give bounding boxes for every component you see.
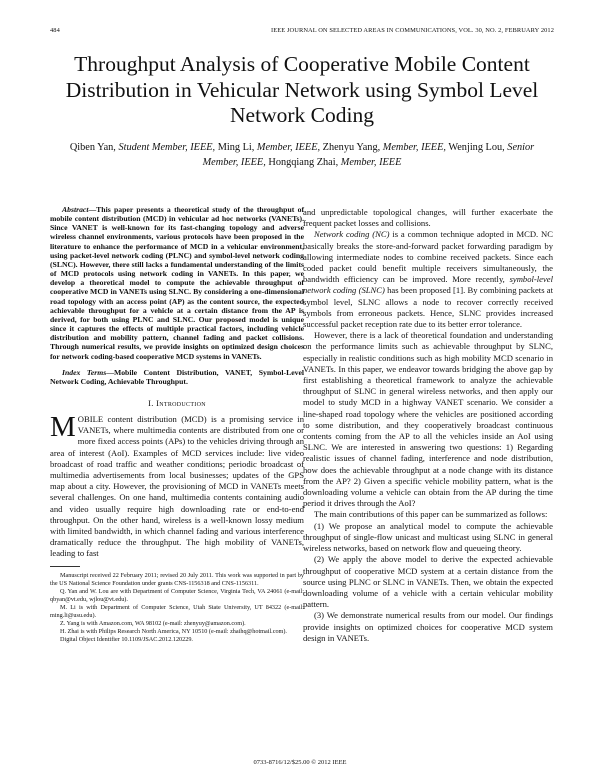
drop-cap: M [50, 410, 76, 443]
body-paragraph: However, there is a lack of theoretical foundation and understanding on the performance limits such as achievable throughput by SLNC, especially in realistic conditions such as high mobility MCD scenario in VANETs. In this paper, we endeavor towards bridging the above gap by first establishing a theoretical framework to analyze the achievable throughput of SLNC in general wireless networks, and then apply our model to study MCD in a highway VANET scenario. We consider a line-shaped road topology where the vehicles are positioned according to some distribution, and they cooperatively broadcast continuous contents coming from the AP to all the vehicles inside an AoI using SLNC. We are interested in answering two questions: 1) Regarding realistic issues of channel fading, interference and node distribution, how does the achievable throughput at a node change with its distance from the AP? 2) Given a specific vehicle mobility pattern, what is the downloading volume a vehicle can obtain from the AP during the time period it drives through the AoI? [303, 330, 553, 509]
footnote: H. Zhai is with Philips Research North America, NY 10510 (e-mail: zhaihq@hotmail.com). [60, 627, 287, 635]
right-column [303, 207, 553, 644]
footnote-divider [50, 566, 80, 567]
page-number: 484 [50, 27, 60, 34]
abstract-text: —This paper presents a theoretical study of the throughput of mobile content distribution (MCD) in vehicular ad hoc networks (VANETs). Since VANET is well-known for its fast-changing topology and adverse wireless channel environments, various protocols have been proposed in the literature to enhance the performance of MCD in a vehicular environment, using packet-level network coding (PLNC) and symbol-level network coding (SLNC). However, there still lacks a fundamental understanding of the limits of MCD protocols using network coding in VANETs. In this paper, we develop a theoretical model to compute the achievable throughput of cooperative MCD in VANETs using SLNC. By considering a one-dimensional road topology with an access point (AP) as the content source, the expected achievable throughput for a vehicle at a certain distance from the AP is derived, for both using PLNC and SLNC. Our proposed model is unique since it captures the effects of multiple practical factors, including vehicle distribution and mobility pattern, channel fading and packet collisions. Through numerical results, we provide insights on optimized design choices for network coding-based cooperative MCD systems in VANETs. [50, 205, 304, 361]
footnote: Digital Object Identifier 10.1109/JSAC.2012.120229. [60, 635, 193, 643]
paper-title: Throughput Analysis of Cooperative Mobile Content Distribution in Vehicular Network using Symbol Level Network Coding [65, 52, 539, 127]
first-word: OBILE [77, 413, 104, 424]
intro-paragraph [50, 410, 304, 560]
author-list [58, 141, 546, 170]
body-paragraph: Network coding (NC) is a common technique adopted in MCD. NC basically breaks the store-and-forward packet forwarding paradigm by allowing intermediate nodes to combine received packets. Since each coded packet could benefit multiple receivers simultaneously, the bandwidth efficiency can be improved. More recently, symbol-level network coding (SLNC) has been proposed [1]. By combining packets at symbol level, SLNC allows a node to recover correctly received symbols from erroneous packets. Hence, SLNC provides increased successful packet reception rate due to its better error tolerance. [303, 229, 553, 330]
contribution-item: (2) We apply the above model to derive the expected achievable throughput of cooperative MCD system at a certain distance from the source using PLNC or SLNC in VANETs. Then, we obtain the expected downloading volume of a vehicle with a certain vehicular mobility pattern. [303, 554, 553, 610]
index-terms [50, 368, 304, 386]
author-name: Hongqiang Zhai, [268, 156, 339, 168]
abstract [50, 205, 304, 361]
author-name: Ming Li, [217, 142, 255, 153]
index-terms-text: —Mobile Content Distribution, VANET, Symbol-Level Network Coding, Achievable Throughput. [50, 367, 304, 386]
footnote: Q. Yan and W. Lou are with Department of Computer Science, Virginia Tech, VA 24061 (e-mail: qbyan@vt.edu, wjlou@vt.edu). [50, 587, 304, 603]
index-terms-lead: Index Terms [62, 367, 107, 377]
author-role: Student Member, IEEE, [118, 142, 216, 153]
contribution-item: (1) We propose an analytical model to compute the achievable throughput of single-flow unicast and multicast using SLNC in general wireless networks, based on network flow and queueing theory. [303, 520, 553, 554]
body-paragraph: The main contributions of this paper can be summarized as follows: [314, 509, 548, 520]
contribution-item: (3) We demonstrate numerical results from our model. Our findings provide insights on optimized choices for cooperative MCD system design in VANETs. [303, 610, 553, 643]
copyright-footer: 0733-8716/12/$25.00 © 2012 IEEE [253, 759, 347, 766]
abstract-lead: Abstract [62, 205, 89, 214]
author-name: Qiben Yan, [69, 142, 116, 153]
author-role: Member, IEEE, [382, 142, 446, 153]
section-heading: I. Introduction [148, 397, 206, 408]
footnote: Manuscript received 22 February 2011; revised 20 July 2011. This work was supported in part by the US National Science Foundation under grants CNS-1156318 and CNS-1156311. [50, 571, 304, 587]
intro-text: content distribution (MCD) is a promising service in VANETs, where multimedia contents are distributed from one or more fixed access points (APs) to the vehicles driving through an area of interest (AoI). Examples of MCD services include: live video broadcast of road traffic and weather conditions; periodic broadcast of multimedia advertisements from local businesses; updates of the GPS map about a city. However, the provisioning of MCD in VANETs meets several challenges. On one hand, multimedia contents containing audio and video usually require high downloading rate or end-to-end throughput. On the other hand, wireless is a well-known lossy medium with limited bandwidth, in which channel fading and various interference dramatically reduce the throughput. The high mobility of VANETs, leading to fast [50, 413, 304, 559]
footnote: Z. Yang is with Amazon.com, WA 98102 (e-mail: zhenyuy@amazon.com). [60, 619, 246, 627]
journal-name: IEEE JOURNAL ON SELECTED AREAS IN COMMUNICATIONS, VOL. 30, NO. 2, FEBRUARY 2012 [271, 27, 554, 34]
author-role: Senior Member, IEEE, [202, 142, 535, 168]
left-column [50, 205, 304, 644]
body-paragraph: and unpredictable topological changes, will further exacerbate the frequent packet losses and collisions. [303, 207, 553, 229]
author-name: Wenjing Lou, [448, 142, 505, 153]
author-name: Zhenyu Yang, [322, 142, 381, 153]
term: Network coding (NC) [314, 229, 390, 240]
footnote: M. Li is with Department of Computer Science, Utah State University, UT 84322 (e-mail: ming.li@usu.edu). [50, 603, 304, 619]
running-head [50, 26, 554, 36]
author-role: Member, IEEE [340, 156, 402, 168]
term: symbol-level network coding (SLNC) [303, 274, 553, 296]
author-role: Member, IEEE, [256, 142, 321, 153]
